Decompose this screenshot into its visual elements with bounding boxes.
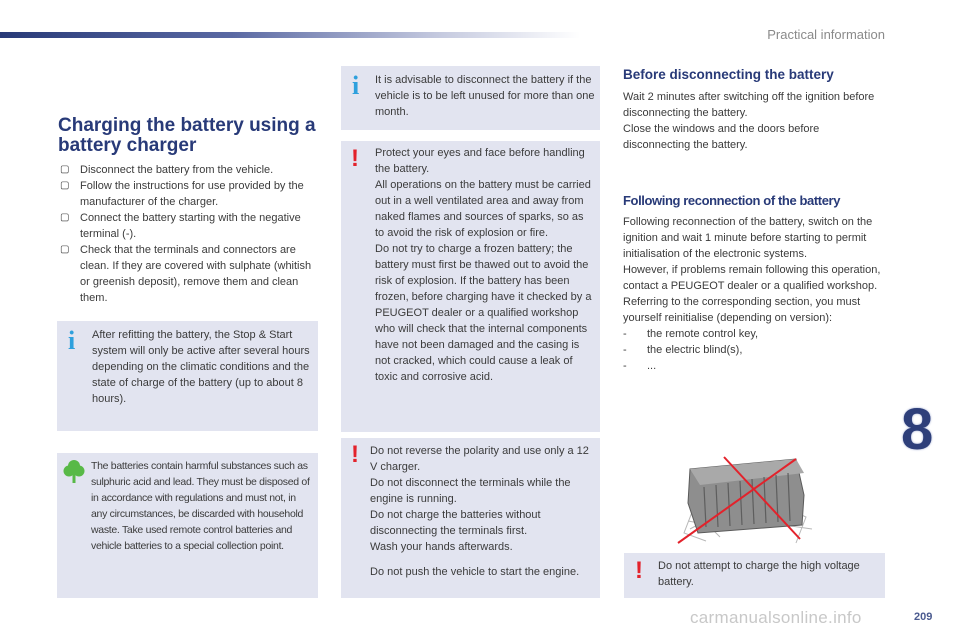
list-item: ▢ Follow the instructions for use provided by the manufacturer of the charger. <box>60 180 304 208</box>
header-gradient-bar <box>0 32 580 38</box>
eco-box <box>57 453 318 598</box>
paragraph-before-disconnecting: Wait 2 minutes after switching off the ignition before disconnecting the battery. Close the windows and the doors before disconnecting the battery. <box>623 91 875 151</box>
warning-text: Do not reverse the polarity and use only a 12 V charger. Do not disconnect the terminals while the engine is running. Do not charge the batteries without disconnecting the terminals first. Wash your hands afterwards. Do not push the vehicle to start the engine. <box>370 445 589 578</box>
list-item: ▢ Check that the terminals and connectors are clean. If they are covered with sulphate (whitish or greenish deposit), remove them and clean them. <box>60 244 312 304</box>
crossed-out-battery-image <box>676 455 816 547</box>
list-item: - ... <box>623 360 657 372</box>
info-icon: i <box>68 326 76 355</box>
warning-text: Do not attempt to charge the high voltage battery. <box>658 560 860 588</box>
warning-text: Protect your eyes and face before handling the battery. All operations on the battery must be carried out in a well ventilated area and away from naked flames and sources of sparks, so as to avoid the risk of explosion or fire. Do not try to charge a frozen battery; the battery must first be thawed out to avoid the risk of explosion. If the battery has been frozen, before charging have it checked by a PEUGEOT dealer or a qualified workshop who will check that the internal components have not been damaged and the casing is not cracked, which could cause a leak of toxic and corrosive acid. <box>375 147 592 383</box>
list-item: - the electric blind(s), <box>623 344 743 356</box>
page-number: 209 <box>914 611 933 623</box>
eco-text: The batteries contain harmful substances such as sulphuric acid and lead. They must be disposed of in accordance with regulations and must not, in any circumstances, be discarded with household waste. Take used remote control batteries and vehicle batteries to a special collection point. <box>91 460 310 552</box>
section-title: Practical information <box>767 27 885 42</box>
warning-box-high-voltage <box>624 553 885 598</box>
page-title: Charging the battery using a battery charger <box>58 115 316 156</box>
info-box-unused <box>341 66 600 130</box>
exclamation-icon: ! <box>351 441 359 468</box>
bullet-list <box>60 162 318 306</box>
chapter-number: 8 <box>901 397 934 462</box>
info-box-stop-start <box>57 321 318 431</box>
info-icon: i <box>352 71 360 100</box>
info-text: After refitting the battery, the Stop & Start system will only be active after several hours depending on the climatic conditions and the state of charge of the battery (up to about 8 hours). <box>92 329 310 405</box>
heading-following-reconnection: Following reconnection of the battery <box>623 193 841 208</box>
checkbox-bullet-icon: ▢ <box>60 244 70 255</box>
info-text: It is advisable to disconnect the battery if the vehicle is to be left unused for more than one month. <box>375 74 595 118</box>
checkbox-bullet-icon: ▢ <box>60 212 70 223</box>
list-item: ▢ Disconnect the battery from the vehicle. <box>60 164 274 176</box>
warning-box-polarity <box>341 438 600 598</box>
exclamation-icon: ! <box>351 145 359 172</box>
tree-icon <box>63 459 85 485</box>
paragraph-following-reconnection: Following reconnection of the battery, switch on the ignition and wait 1 minute before starting to permit initialisation of the electronic systems. However, if problems remain following this operation, contact a PEUGEOT dealer or a qualified workshop. Referring to the corresponding section, you must yourself reinitialise (depending on version): - the remote control key, - the electric blind(s), - ... <box>623 214 885 374</box>
list-item: ▢ Connect the battery starting with the negative terminal (-). <box>60 212 301 240</box>
exclamation-icon: ! <box>635 557 643 584</box>
watermark: carmanualsonline.info <box>690 608 862 627</box>
warning-box-handling <box>341 141 600 432</box>
checkbox-bullet-icon: ▢ <box>60 164 70 175</box>
heading-before-disconnecting: Before disconnecting the battery <box>623 67 834 82</box>
list-item: - the remote control key, <box>623 328 759 340</box>
checkbox-bullet-icon: ▢ <box>60 180 70 191</box>
